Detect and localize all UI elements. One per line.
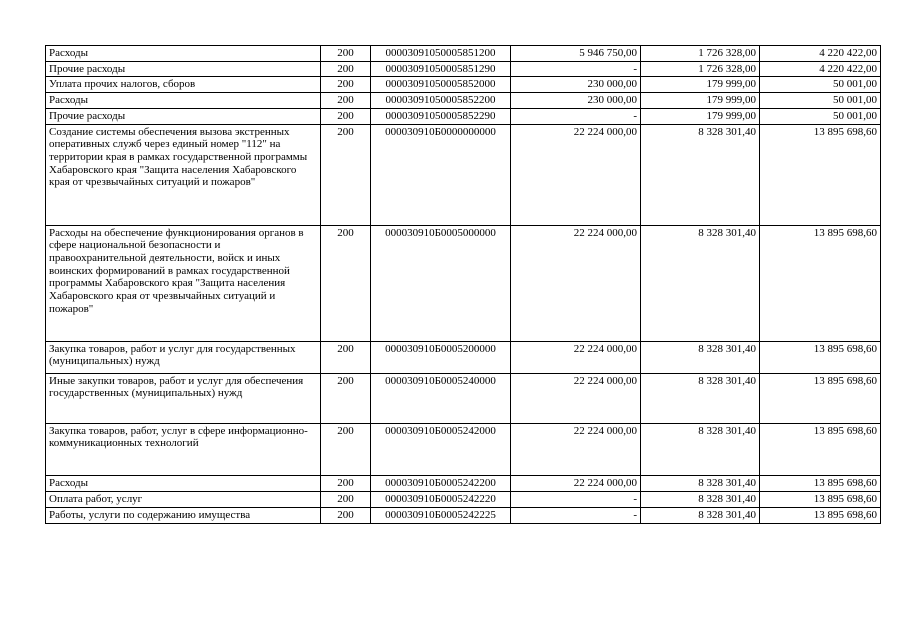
budget-classification-code-cell: 000030910Б0005200000	[371, 341, 511, 373]
table-row	[46, 491, 881, 507]
budget-classification-code-cell: 000030910Б0005242220	[371, 491, 511, 507]
remaining-amount-cell: 4 220 422,00	[760, 46, 881, 62]
remaining-amount-cell: 13 895 698,60	[760, 225, 881, 341]
expense-name-cell: Работы, услуги по содержанию имущества	[46, 507, 321, 523]
approved-amount-cell: 22 224 000,00	[511, 341, 641, 373]
remaining-amount-cell: 13 895 698,60	[760, 423, 881, 475]
executed-amount-cell: 8 328 301,40	[641, 475, 760, 491]
table-row	[46, 93, 881, 109]
budget-classification-code-cell: 00003091050005852200	[371, 93, 511, 109]
line-code-cell: 200	[321, 124, 371, 225]
budget-classification-code-cell: 000030910Б0005000000	[371, 225, 511, 341]
approved-amount-cell: 22 224 000,00	[511, 373, 641, 423]
executed-amount-cell: 1 726 328,00	[641, 61, 760, 77]
remaining-amount-cell: 13 895 698,60	[760, 507, 881, 523]
line-code-cell: 200	[321, 341, 371, 373]
approved-amount-cell: -	[511, 507, 641, 523]
table-row	[46, 46, 881, 62]
expense-name-cell: Создание системы обеспечения вызова экстренных оперативных служб через единый номер "112" на территории края в рамках государственной программы Хабаровского края "Защита населения Хабаровского края от чрезвычайных ситуаций и пожаров"	[46, 124, 321, 225]
budget-classification-code-cell: 00003091050005851200	[371, 46, 511, 62]
budget-classification-code-cell: 000030910Б0005240000	[371, 373, 511, 423]
remaining-amount-cell: 13 895 698,60	[760, 341, 881, 373]
expense-name-cell: Оплата работ, услуг	[46, 491, 321, 507]
table-row	[46, 423, 881, 475]
remaining-amount-cell: 13 895 698,60	[760, 124, 881, 225]
expense-name-cell: Иные закупки товаров, работ и услуг для обеспечения государственных (муниципальных) нужд	[46, 373, 321, 423]
remaining-amount-cell: 13 895 698,60	[760, 373, 881, 423]
line-code-cell: 200	[321, 46, 371, 62]
line-code-cell: 200	[321, 77, 371, 93]
expense-name-cell: Закупка товаров, работ и услуг для государственных (муниципальных) нужд	[46, 341, 321, 373]
remaining-amount-cell: 4 220 422,00	[760, 61, 881, 77]
line-code-cell: 200	[321, 423, 371, 475]
executed-amount-cell: 8 328 301,40	[641, 373, 760, 423]
line-code-cell: 200	[321, 373, 371, 423]
approved-amount-cell: -	[511, 61, 641, 77]
budget-classification-code-cell: 000030910Б0005242225	[371, 507, 511, 523]
expense-name-cell: Уплата прочих налогов, сборов	[46, 77, 321, 93]
approved-amount-cell: -	[511, 108, 641, 124]
approved-amount-cell: 5 946 750,00	[511, 46, 641, 62]
table-row	[46, 507, 881, 523]
executed-amount-cell: 8 328 301,40	[641, 491, 760, 507]
approved-amount-cell: 230 000,00	[511, 93, 641, 109]
expense-name-cell: Расходы	[46, 46, 321, 62]
remaining-amount-cell: 13 895 698,60	[760, 475, 881, 491]
approved-amount-cell: 22 224 000,00	[511, 423, 641, 475]
table-row	[46, 77, 881, 93]
expense-name-cell: Закупка товаров, работ, услуг в сфере информационно-коммуникационных технологий	[46, 423, 321, 475]
line-code-cell: 200	[321, 507, 371, 523]
executed-amount-cell: 8 328 301,40	[641, 423, 760, 475]
budget-execution-table	[45, 45, 881, 524]
approved-amount-cell: 230 000,00	[511, 77, 641, 93]
executed-amount-cell: 8 328 301,40	[641, 225, 760, 341]
table-body	[46, 46, 881, 524]
budget-classification-code-cell: 000030910Б0005242200	[371, 475, 511, 491]
executed-amount-cell: 179 999,00	[641, 108, 760, 124]
executed-amount-cell: 1 726 328,00	[641, 46, 760, 62]
budget-classification-code-cell: 000030910Б0005242000	[371, 423, 511, 475]
line-code-cell: 200	[321, 491, 371, 507]
approved-amount-cell: 22 224 000,00	[511, 225, 641, 341]
remaining-amount-cell: 50 001,00	[760, 77, 881, 93]
executed-amount-cell: 179 999,00	[641, 77, 760, 93]
remaining-amount-cell: 13 895 698,60	[760, 491, 881, 507]
line-code-cell: 200	[321, 108, 371, 124]
table-row	[46, 475, 881, 491]
line-code-cell: 200	[321, 225, 371, 341]
approved-amount-cell: 22 224 000,00	[511, 124, 641, 225]
remaining-amount-cell: 50 001,00	[760, 93, 881, 109]
expense-name-cell: Расходы на обеспечение функционирования органов в сфере национальной безопасности и правоохранительной деятельности, войск и иных воинских формирований в рамках государственной программы Хабаровского края "Защита населения Хабаровского края от чрезвычайных ситуаций и пожаров"	[46, 225, 321, 341]
line-code-cell: 200	[321, 93, 371, 109]
executed-amount-cell: 8 328 301,40	[641, 341, 760, 373]
budget-classification-code-cell: 00003091050005852000	[371, 77, 511, 93]
budget-classification-code-cell: 000030910Б0000000000	[371, 124, 511, 225]
approved-amount-cell: -	[511, 491, 641, 507]
expense-name-cell: Прочие расходы	[46, 61, 321, 77]
budget-classification-code-cell: 00003091050005852290	[371, 108, 511, 124]
table-row	[46, 108, 881, 124]
executed-amount-cell: 8 328 301,40	[641, 507, 760, 523]
expense-name-cell: Прочие расходы	[46, 108, 321, 124]
expense-name-cell: Расходы	[46, 93, 321, 109]
budget-classification-code-cell: 00003091050005851290	[371, 61, 511, 77]
line-code-cell: 200	[321, 61, 371, 77]
table-row	[46, 124, 881, 225]
executed-amount-cell: 179 999,00	[641, 93, 760, 109]
approved-amount-cell: 22 224 000,00	[511, 475, 641, 491]
remaining-amount-cell: 50 001,00	[760, 108, 881, 124]
line-code-cell: 200	[321, 475, 371, 491]
table-row	[46, 61, 881, 77]
expense-name-cell: Расходы	[46, 475, 321, 491]
table-row	[46, 341, 881, 373]
table-row	[46, 373, 881, 423]
table-row	[46, 225, 881, 341]
executed-amount-cell: 8 328 301,40	[641, 124, 760, 225]
